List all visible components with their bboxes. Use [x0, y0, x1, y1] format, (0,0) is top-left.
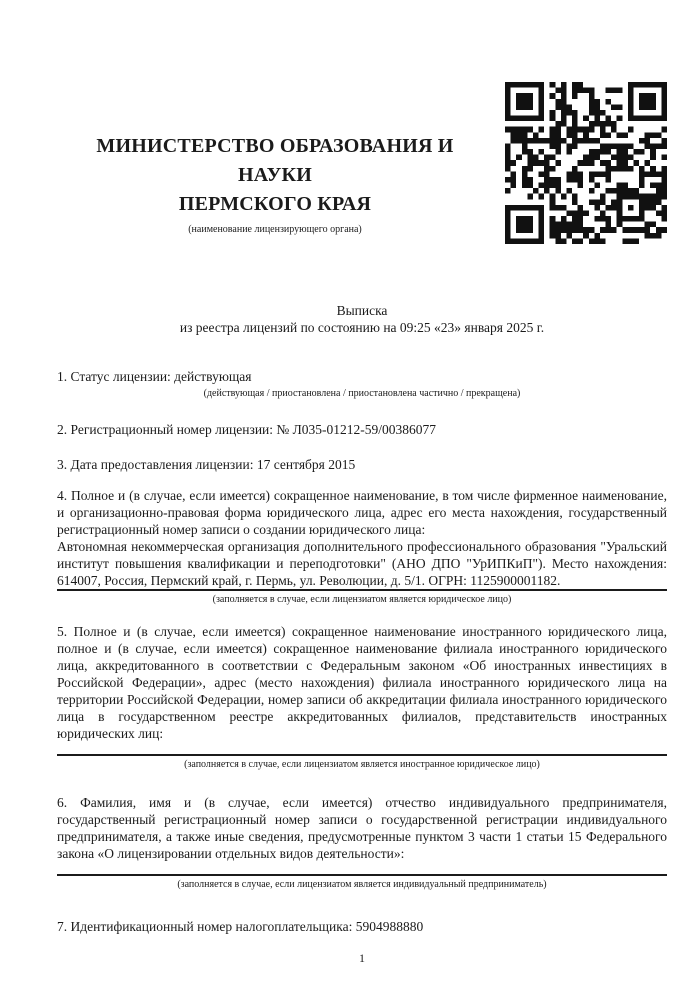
field-license-grant-date-text: 3. Дата предоставления лицензии: 17 сентября 2015 — [57, 457, 356, 472]
page-number: 1 — [359, 951, 365, 965]
field-individual-entrepreneur-value — [57, 862, 667, 874]
field-license-status-caption: (действующая / приостановлена / приостановлена частично / прекращена) — [203, 388, 521, 399]
field-individual-entrepreneur — [57, 794, 667, 890]
qr-code-svg — [505, 82, 667, 244]
licensing-authority-name — [57, 132, 493, 219]
field-legal-entity-value: Автономная некоммерческая организация дополнительного профессионального образования "Уральский институт повышения квалификации и переподготовки" (АНО ДПО "УрИПКиП"). Место нахождения: 614007, Россия, Пермский край, г. Пермь, ул. Революции, д. 5/1. ОГРН: 1125900001182. — [57, 539, 667, 588]
field-legal-entity-caption: (заполняется в случае, если лицензиатом является юридическое лицо) — [212, 594, 512, 605]
qr-code-icon — [505, 82, 667, 244]
field-individual-entrepreneur-text: 6. Фамилия, имя и (в случае, если имеется) отчество индивидуального предпринимателя, государственный регистрационный номер записи о государственной регистрации индивидуального предпринимателя, а также иные сведения, предусмотренные пунктом 3 части 1 статьи 15 Федерального закона «О лицензировании отдельных видов деятельности»: — [57, 795, 667, 861]
field-license-grant-date — [57, 456, 667, 473]
field-taxpayer-id — [57, 918, 667, 935]
ministry-name-line2: ПЕРМСКОГО КРАЯ — [178, 193, 372, 215]
field-legal-entity-rule — [57, 589, 667, 591]
field-legal-entity-text: 4. Полное и (в случае, если имеется) сокращенное наименование, в том числе фирменное наименование, и организационно-правовая форма юридического лица, адрес его места нахождения, государственный регистрационный номер записи о создании юридического лица: — [57, 488, 667, 537]
field-individual-entrepreneur-rule — [57, 874, 667, 876]
document-header — [57, 82, 667, 244]
document-title — [57, 302, 667, 336]
field-foreign-entity-caption: (заполняется в случае, если лицензиатом является иностранное юридическое лицо) — [184, 759, 540, 770]
field-taxpayer-id-text: 7. Идентификационный номер налогоплательщика: 5904988880 — [57, 919, 424, 934]
field-registration-number-text: 2. Регистрационный номер лицензии: № Л035-01212-59/00386077 — [57, 422, 437, 437]
field-foreign-entity — [57, 623, 667, 770]
field-license-status-text: 1. Статус лицензии: действующая — [57, 369, 252, 384]
field-license-status — [57, 368, 667, 399]
document-title-line2: из реестра лицензий по состоянию на 09:25 «23» января 2025 г. — [179, 320, 545, 335]
document-title-line1: Выписка — [336, 303, 388, 318]
field-individual-entrepreneur-caption: (заполняется в случае, если лицензиатом является индивидуальный предприниматель) — [177, 879, 547, 890]
field-registration-number — [57, 421, 667, 438]
field-foreign-entity-value — [57, 742, 667, 754]
ministry-name-line1: МИНИСТЕРСТВО ОБРАЗОВАНИЯ И НАУКИ — [96, 135, 454, 186]
field-legal-entity — [57, 487, 667, 605]
field-foreign-entity-rule — [57, 754, 667, 756]
licensing-authority-caption: (наименование лицензирующего органа) — [188, 224, 362, 235]
field-foreign-entity-text: 5. Полное и (в случае, если имеется) сокращенное наименование иностранного юридического лица, полное и (в случае, если имеется) сокращенное наименование филиала иностранного юридического лица, аккредитованного в соответствии с Федеральным законом «Об иностранных инвестициях в Российской Федерации», адрес (место нахождения) филиала иностранного юридического лица на территории Российской Федерации, номер записи об аккредитации филиала иностранного юридического лица в государственном реестре аккредитованных филиалов, представительств иностранных юридических лиц: — [57, 624, 667, 741]
licensing-authority-block — [57, 82, 505, 236]
